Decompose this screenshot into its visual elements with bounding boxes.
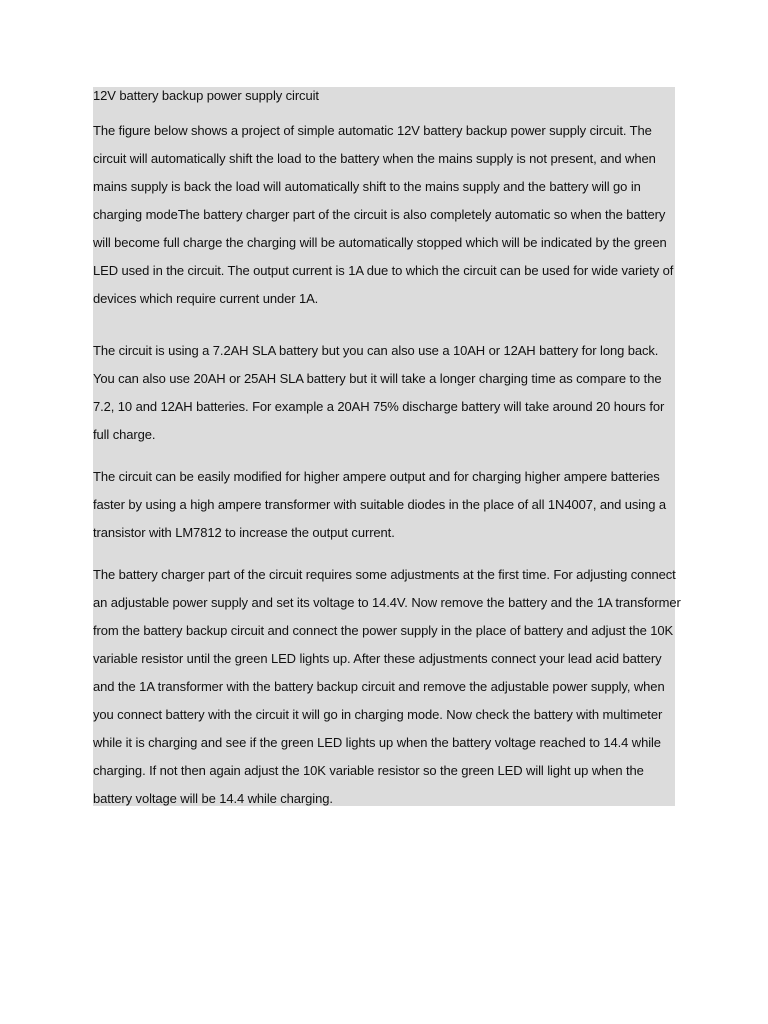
paragraph-adjustment: The battery charger part of the circuit requires some adjustments at the first time. For adjusting connect an adjustable power supply and set its voltage to 14.4V. Now remove the battery and the 1A transformer from the battery backup circuit and connect the power supply in the place of battery and adjust the 10K variable resistor until the green LED lights up. After these adjustments connect your lead acid battery and the 1A transformer with the battery backup circuit and remove the adjustable power supply, when you connect battery with the circuit it will go in charging mode. Now check the battery with multimeter while it is charging and see if the green LED lights up when the battery voltage reached to 14.4 while charging. If not then again adjust the 10K variable resistor so the green LED will light up when the battery voltage will be 14.4 while charging. — [93, 567, 681, 806]
document-page — [93, 87, 681, 806]
paragraph-battery: The circuit is using a 7.2AH SLA battery but you can also use a 10AH or 12AH battery for long back. You can also use 20AH or 25AH SLA battery but it will take a longer charging time as compare to the 7.2, 10 and 12AH batteries. For example a 20AH 75% discharge battery will take around 20 hours for full charge. — [93, 343, 665, 442]
paragraph-overview: The figure below shows a project of simple automatic 12V battery backup power supply circuit. The circuit will automatically shift the load to the battery when the mains supply is not present, and when mains supply is back the load will automatically shift to the mains supply and the battery will go in charging modeThe battery charger part of the circuit is also completely automatic so when the battery will become full charge the charging will be automatically stopped which will be indicated by the green LED used in the circuit. The output current is 1A due to which the circuit can be used for wide variety of devices which require current under 1A. — [93, 123, 674, 306]
document-title: 12V battery backup power supply circuit — [93, 88, 319, 103]
paragraph-modification: The circuit can be easily modified for higher ampere output and for charging higher ampere batteries faster by using a high ampere transformer with suitable diodes in the place of all 1N4007, and using a transistor with LM7812 to increase the output current. — [93, 469, 666, 540]
